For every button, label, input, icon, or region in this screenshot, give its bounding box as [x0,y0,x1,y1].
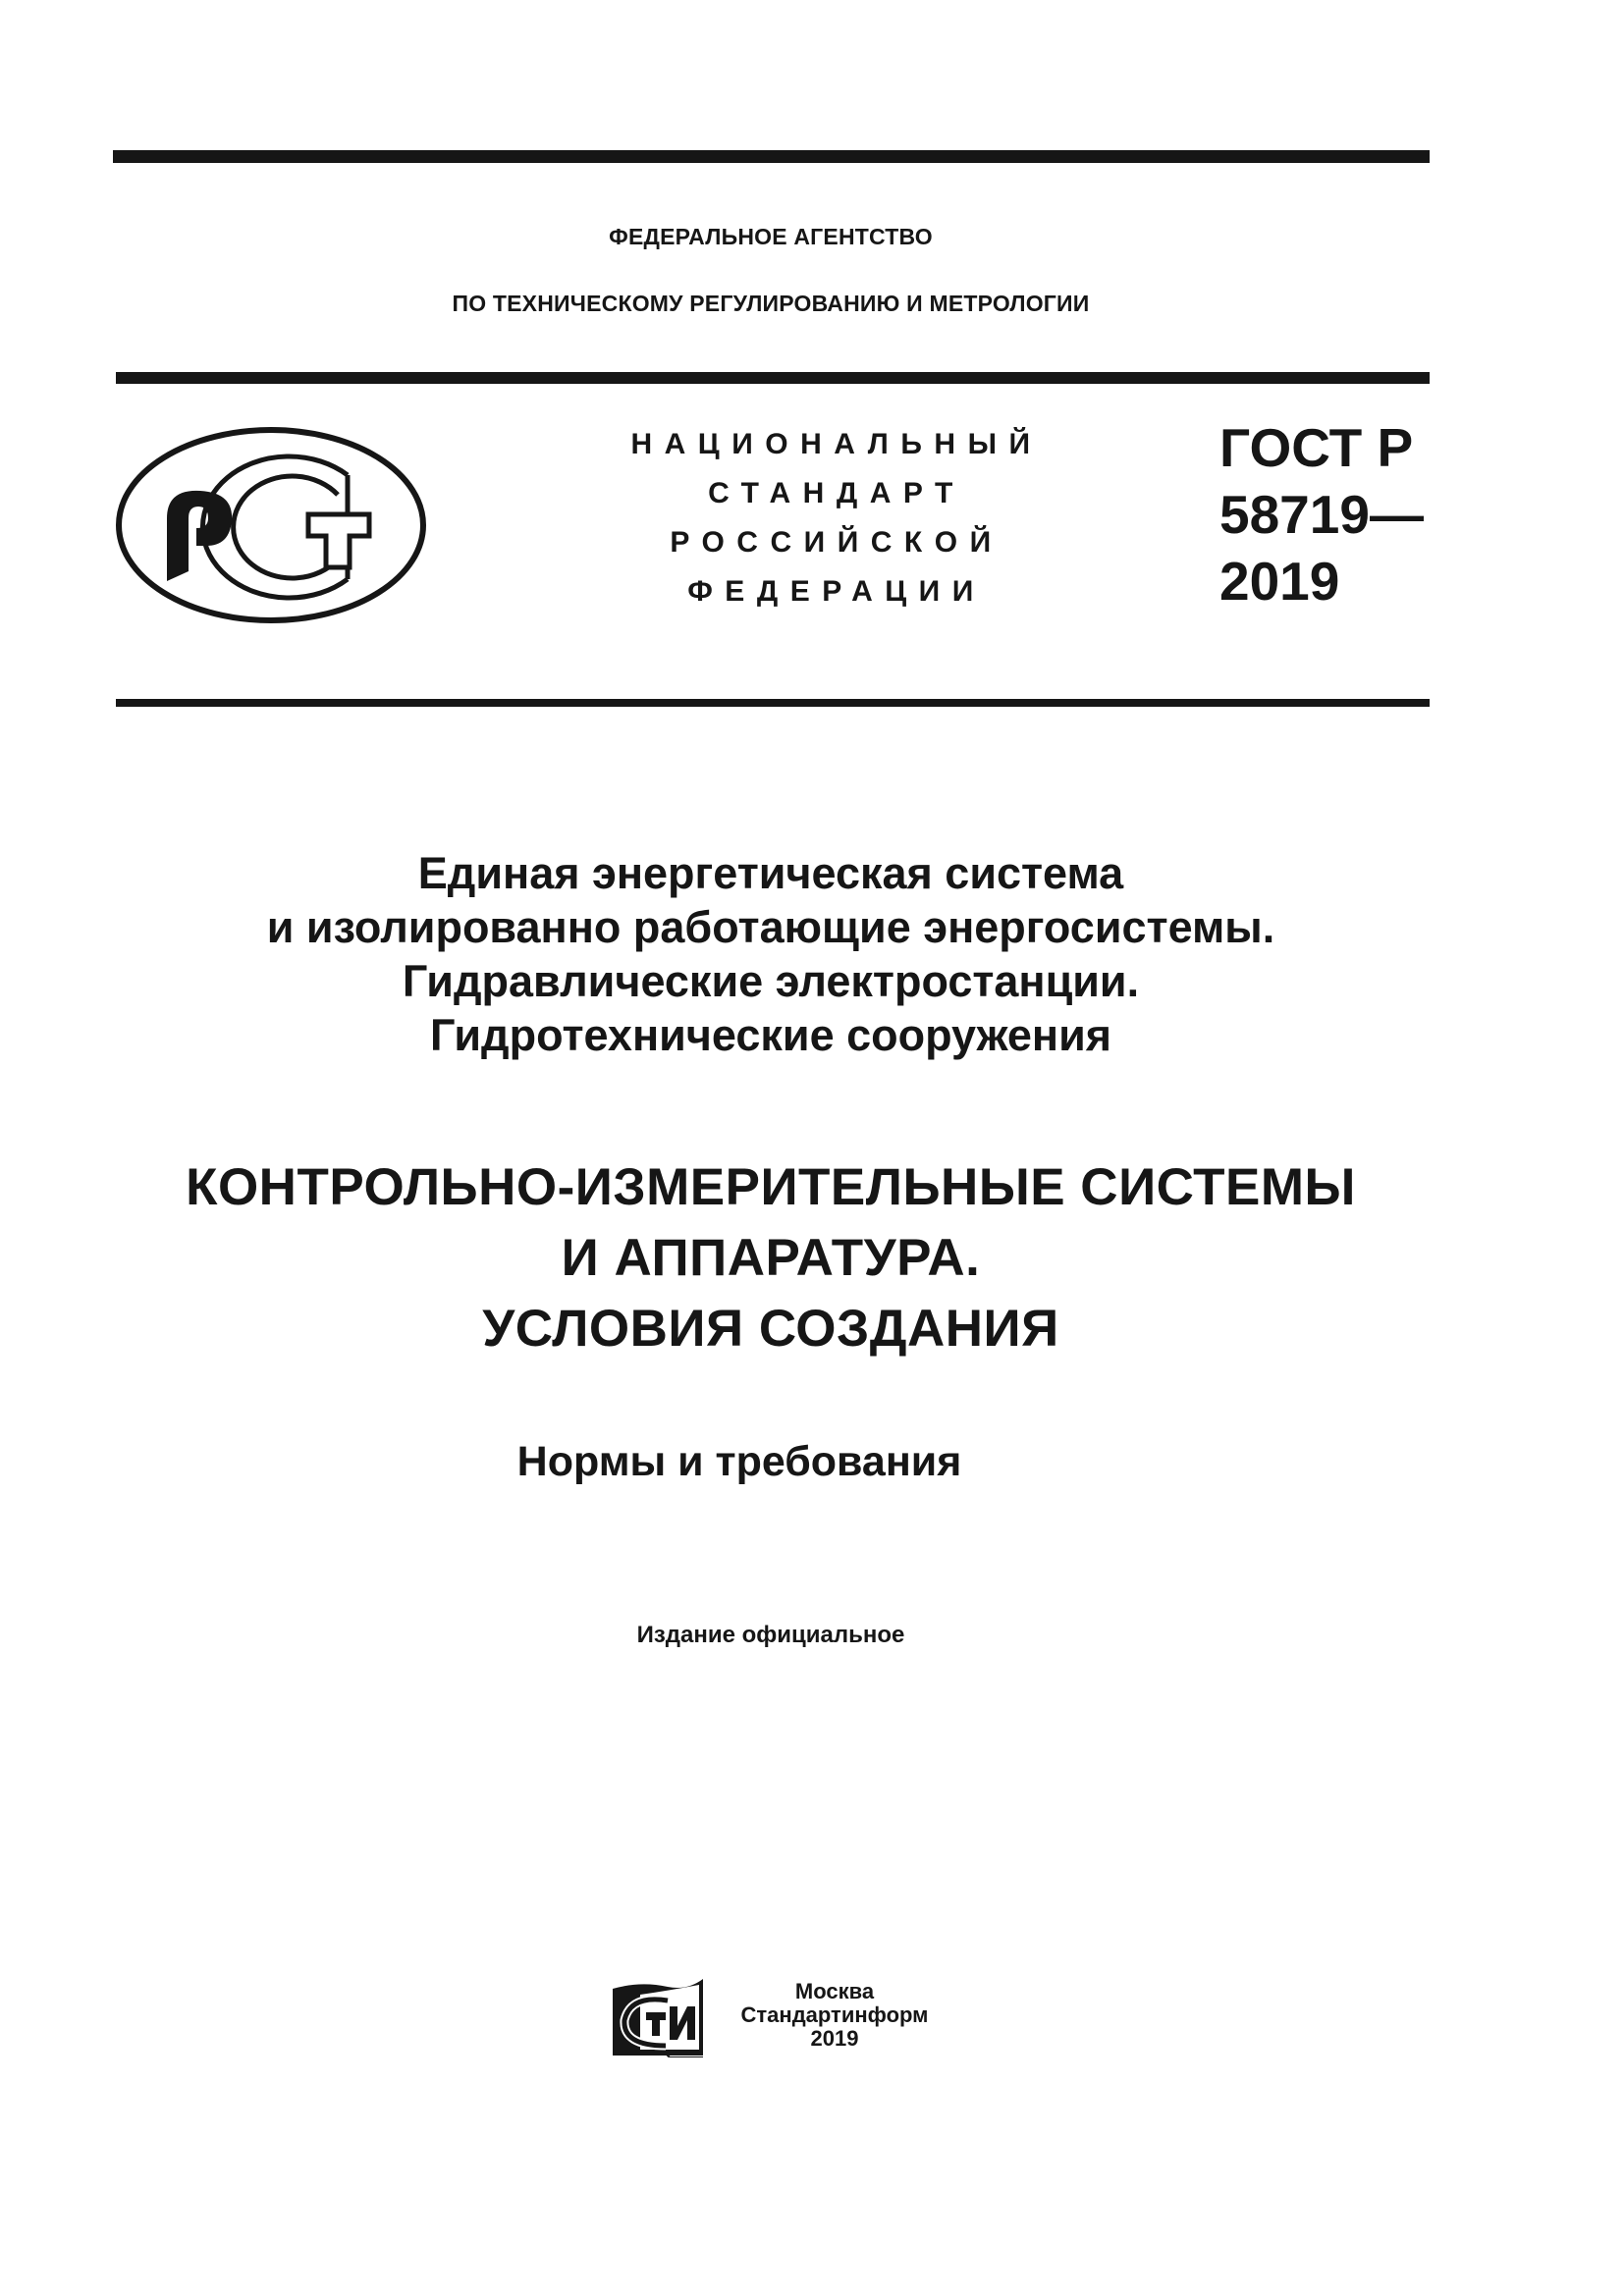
rst-logo-icon [112,424,430,626]
national-standard-line-2: СТАНДАРТ [708,477,965,509]
subtitle-line-1: КОНТРОЛЬНО-ИЗМЕРИТЕЛЬНЫЕ СИСТЕМЫ [186,1158,1356,1216]
publisher-city: Москва [794,1979,875,2003]
gost-line-2: 58719— [1219,484,1424,545]
title-line-4: Гидротехнические сооружения [429,1010,1112,1060]
agency-line-2: ПО ТЕХНИЧЕСКОМУ РЕГУЛИРОВАНИЮ И МЕТРОЛОГИИ [452,291,1090,316]
official-edition: Издание официальное [636,1622,905,1648]
document-subtitle [0,1152,1542,1364]
title-line-2: и изолированно работающие энергосистемы. [266,902,1275,952]
gost-line-1: ГОСТ Р [1219,417,1414,478]
publisher-name: Стандартинформ [740,2002,929,2027]
publisher-info [717,1980,952,2051]
title-line-3: Гидравлические электростанции. [402,956,1140,1006]
standartinform-logo-icon [611,1977,707,2057]
header-rule [116,372,1430,384]
national-standard-line-4: ФЕДЕРАЦИИ [687,575,986,608]
national-standard-line-1: НАЦИОНАЛЬНЫЙ [630,428,1043,460]
subtitle-line-2: И АППАРАТУРА. [561,1229,981,1287]
national-standard-label [609,420,1053,616]
subtitle-line-3: УСЛОВИЯ СОЗДАНИЯ [482,1300,1059,1358]
gost-line-3: 2019 [1219,551,1340,612]
document-title [0,846,1542,1062]
top-rule [113,150,1430,163]
gost-designation [1219,414,1424,614]
national-standard-line-3: РОССИЙСКОЙ [670,526,1003,559]
title-line-1: Единая энергетическая система [417,848,1124,898]
norms-and-requirements: Нормы и требования [516,1438,962,1485]
agency-line-1: ФЕДЕРАЛЬНОЕ АГЕНТСТВО [609,224,933,249]
publisher-year: 2019 [810,2026,859,2051]
standard-block-rule [116,699,1430,707]
